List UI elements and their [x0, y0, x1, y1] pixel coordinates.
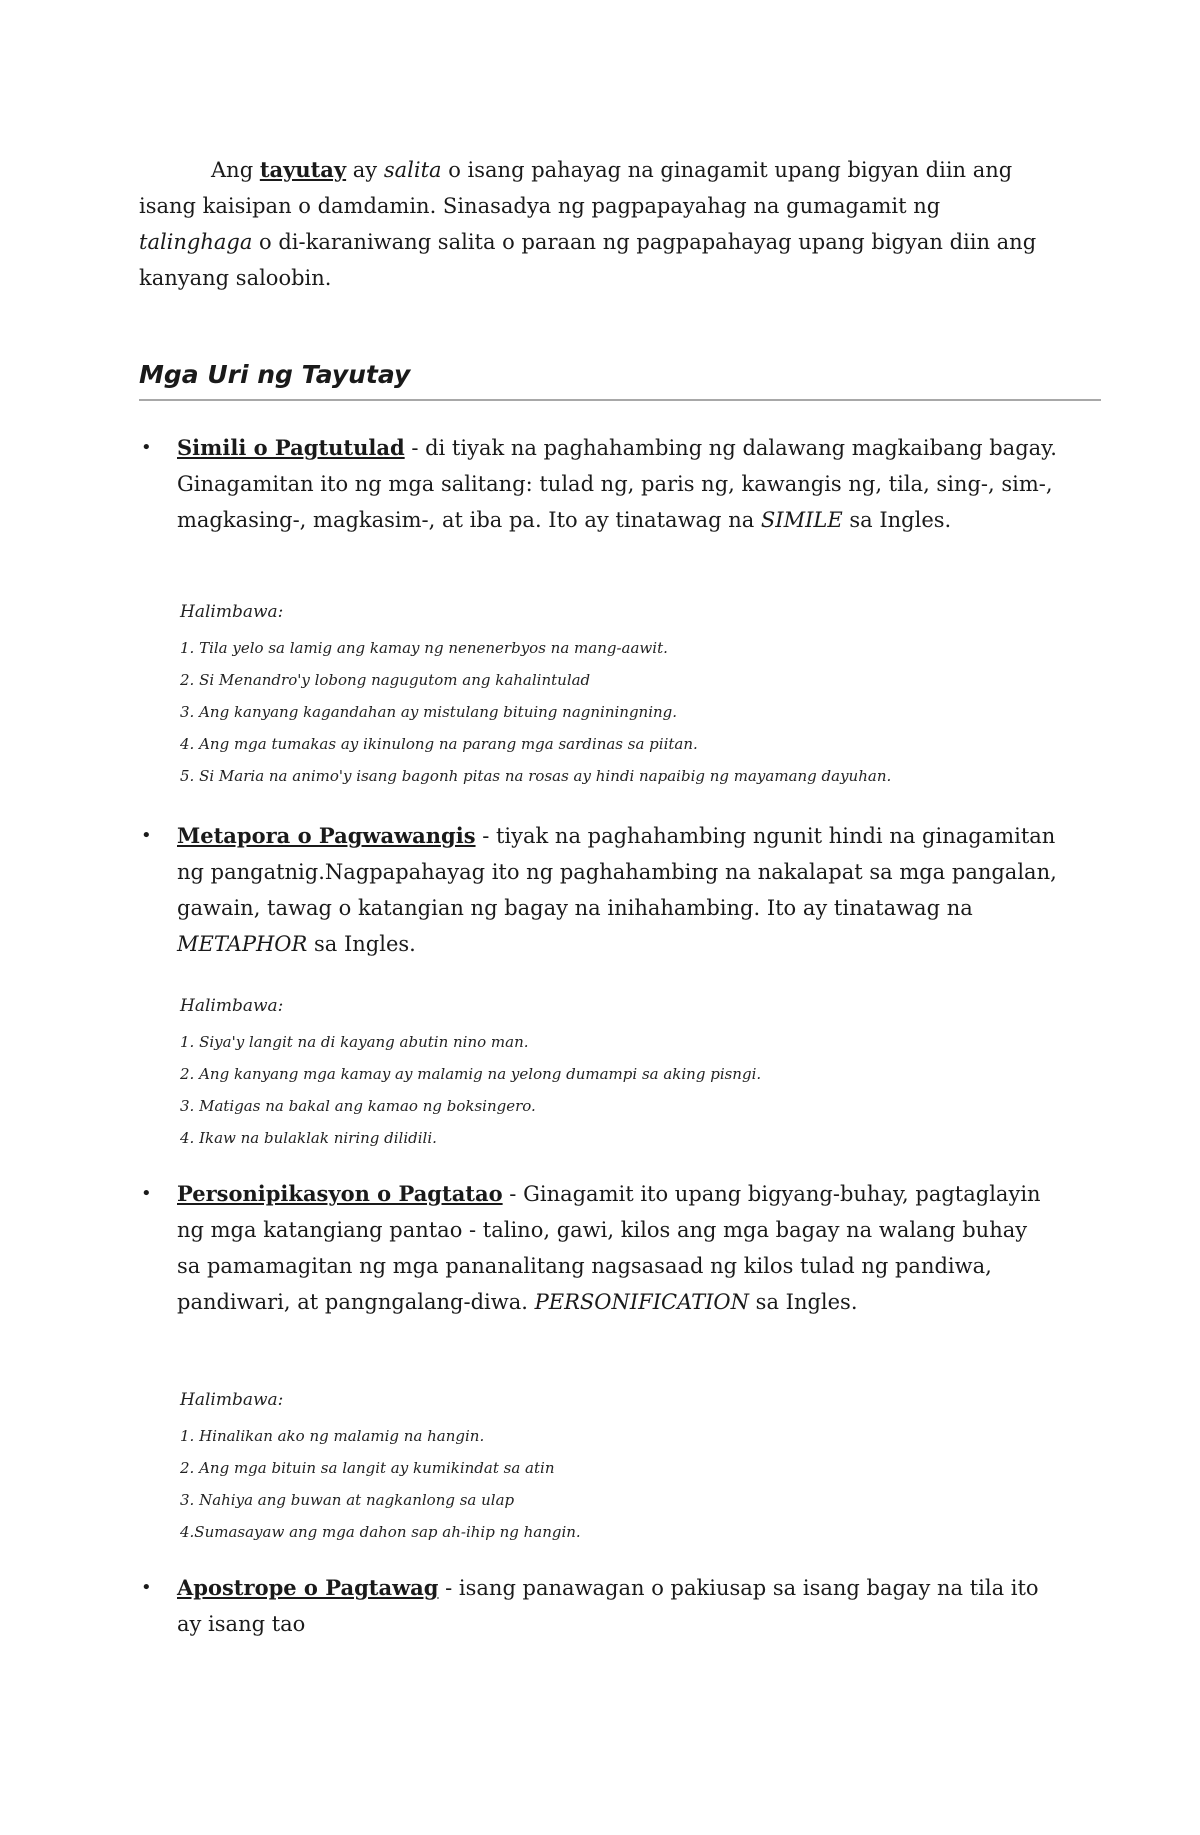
- examples-label: Halimbawa:: [180, 1390, 284, 1410]
- example-item: 3. Matigas na bakal ang kamao ng boksingero.: [180, 1097, 536, 1115]
- keyword-talinghaga: talinghaga: [139, 230, 253, 254]
- english-term: SIMILE: [760, 508, 843, 532]
- keyword-salita: salita: [383, 158, 442, 182]
- examples-label: Halimbawa:: [180, 996, 284, 1016]
- examples-personipikasyon: [180, 1384, 1040, 1548]
- example-item: 4.Sumasayaw ang mga dahon sap ah-ihip ng hangin.: [180, 1523, 581, 1541]
- intro-text: o isang pahayag na ginagamit upang bigyan diin ang isang kaisipan o damdamin. Sinasadya ng pagpapayahag na gumagamit ng: [139, 158, 1013, 218]
- example-item: 3. Nahiya ang buwan at nagkanlong sa ulap: [180, 1491, 515, 1509]
- tayutay-item-personipikasyon: [141, 1176, 1057, 1320]
- bullet-icon: •: [141, 437, 152, 458]
- example-item: 4. Ikaw na bulaklak niring dilidili.: [180, 1129, 437, 1147]
- example-item: 1. Hinalikan ako ng malamig na hangin.: [180, 1427, 485, 1445]
- english-term: METAPHOR: [177, 932, 308, 956]
- example-item: 2. Ang kanyang mga kamay ay malamig na yelong dumampi sa aking pisngi.: [180, 1065, 762, 1083]
- intro-text-start: Ang: [211, 158, 260, 182]
- examples-label: Halimbawa:: [180, 602, 284, 622]
- examples-list: [180, 1026, 1040, 1154]
- example-item: 1. Tila yelo sa lamig ang kamay ng nenenerbyos na mang-aawit.: [180, 639, 668, 657]
- intro-text-end: o di-karaniwang salita o paraan ng pagpapahayag upang bigyan diin ang kanyang saloobin.: [139, 230, 1037, 290]
- definition-suffix: sa Ingles.: [842, 508, 952, 532]
- definition-text: - isang panawagan o pakiusap sa isang bagay na tila ito ay isang tao: [177, 1576, 1039, 1636]
- example-item: 2. Si Menandro'y lobong nagugutom ang kahalintulad: [180, 671, 591, 689]
- example-item: 1. Siya'y langit na di kayang abutin nino man.: [180, 1033, 529, 1051]
- example-item: 3. Ang kanyang kagandahan ay mistulang bituing nagniningning.: [180, 703, 678, 721]
- examples-list: [180, 1420, 1040, 1548]
- definition-suffix: sa Ingles.: [749, 1290, 858, 1314]
- section-heading: Mga Uri ng Tayutay: [139, 360, 1101, 401]
- intro-paragraph: [139, 152, 1039, 296]
- bullet-icon: •: [141, 825, 152, 846]
- tayutay-item-apostrope: [141, 1570, 1057, 1642]
- tayutay-item-metapora: [141, 818, 1057, 962]
- definition-text: - Ginagamit ito upang bigyang-buhay, pagtaglayin ng mga katangiang pantao - talino, gawi, kilos ang mga bagay na walang buhay sa pamamagitan ng mga pananalitang nagsasaad ng kilos tulad ng pandiwa, pandiwari, at pangngalang-diwa.: [177, 1182, 1041, 1314]
- bullet-icon: •: [141, 1183, 152, 1204]
- example-item: 2. Ang mga bituin sa langit ay kumikindat sa atin: [180, 1459, 555, 1477]
- term-apostrope: Apostrope o Pagtawag: [177, 1575, 439, 1600]
- definition-text: - di tiyak na paghahambing ng dalawang magkaibang bagay. Ginagamitan ito ng mga salitang: tulad ng, paris ng, kawangis ng, tila, sing-, sim-, magkasing-, magkasim-, at iba pa. Ito ay tinatawag na: [177, 436, 1057, 532]
- definition-text: - tiyak na paghahambing ngunit hindi na ginagamitan ng pangatnig.Nagpapahayag ito ng paghahambing na nakalapat sa mga pangalan, gawain, tawag o katangian ng bagay na inihahambing. Ito ay tinatawag na: [177, 824, 1057, 920]
- example-item: 5. Si Maria na animo'y isang bagonh pitas na rosas ay hindi napaibig ng mayamang dayuhan.: [180, 767, 892, 785]
- definition-suffix: sa Ingles.: [307, 932, 416, 956]
- keyword-tayutay: tayutay: [259, 157, 347, 182]
- term-personipikasyon: Personipikasyon o Pagtatao: [177, 1181, 503, 1206]
- term-metapora: Metapora o Pagwawangis: [177, 823, 476, 848]
- intro-text: ay: [346, 158, 384, 182]
- examples-simili: [180, 596, 1040, 792]
- term-simili: Simili o Pagtutulad: [177, 435, 405, 460]
- example-item: 4. Ang mga tumakas ay ikinulong na parang mga sardinas sa piitan.: [180, 735, 698, 753]
- bullet-icon: •: [141, 1577, 152, 1598]
- examples-metapora: [180, 990, 1040, 1154]
- tayutay-item-simili: [141, 430, 1057, 538]
- english-term: PERSONIFICATION: [534, 1290, 749, 1314]
- examples-list: [180, 632, 1040, 792]
